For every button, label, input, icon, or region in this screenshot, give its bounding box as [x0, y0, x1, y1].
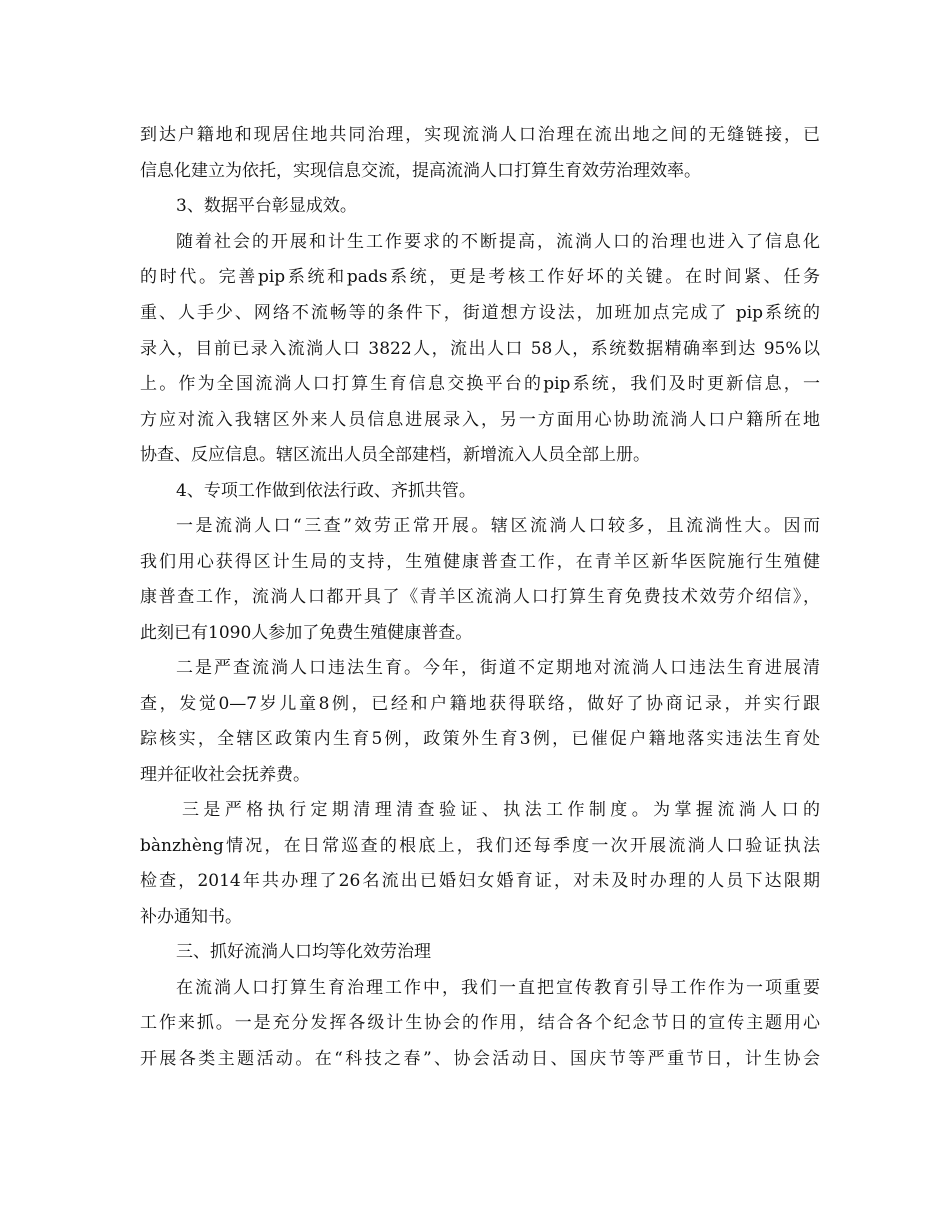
text-line: 此刻已有1090人参加了免费生殖健康普查。	[140, 623, 473, 643]
paragraph-first-line: 随着社会的开展和计生工作要求的不断提高，流淌人口的治理也进入了信息化	[176, 232, 820, 252]
section-heading: 三、抓好流淌人口均等化效劳治理	[176, 942, 431, 962]
text-line: 踪核实，全辖区政策内生育5例，政策外生育3例，已催促户籍地落实违法生育处	[140, 729, 820, 749]
paragraph-first-line: 三是严格执行定期清理清查验证、执法工作制度。为掌握流淌人口的	[182, 800, 820, 820]
text-line: 工作来抓。一是充分发挥各级计生协会的作用，结合各个纪念节日的宣传主题用心	[140, 1013, 820, 1033]
text-line: 理并征收社会抚养费。	[140, 765, 310, 785]
paragraph-first-line: 一是流淌人口“三查”效劳正常开展。辖区流淌人口较多，且流淌性大。因而	[176, 516, 820, 536]
text-line: 重、人手少、网络不流畅等的条件下，街道想方设法，加班加点完成了 pip系统的	[140, 303, 820, 323]
text-line: 开展各类主题活动。在“科技之春”、协会活动日、国庆节等严重节日，计生协会	[140, 1049, 820, 1069]
text-line: 康普查工作，流淌人口都开具了《青羊区流淌人口打算生育免费技术效劳介绍信》，	[140, 587, 820, 607]
paragraph-first-line: 在流淌人口打算生育治理工作中，我们一直把宣传教育引导工作作为一项重要	[176, 978, 820, 998]
text-line: 上。作为全国流淌人口打算生育信息交换平台的pip系统，我们及时更新信息，一	[140, 374, 820, 394]
text-line: 方应对流入我辖区外来人员信息进展录入，另一方面用心协助流淌人口户籍所在地	[140, 410, 820, 430]
section-heading: 4、专项工作做到依法行政、齐抓共管。	[176, 481, 476, 501]
text-line: 协查、反应信息。辖区流出人员全部建档，新增流入人员全部上册。	[140, 445, 650, 465]
text-line: 我们用心获得区计生局的支持，生殖健康普查工作，在青羊区新华医院施行生殖健	[140, 552, 820, 572]
text-line: 到达户籍地和现居住地共同治理，实现流淌人口治理在流出地之间的无缝链接，已	[140, 125, 820, 145]
text-line: bànzhèng情况，在日常巡查的根底上，我们还每季度一次开展流淌人口验证执法	[140, 836, 820, 856]
text-line: 查，发觉0—7岁儿童8例，已经和户籍地获得联络，做好了协商记录，并实行跟	[140, 694, 820, 714]
text-line: 录入，目前已录入流淌人口 3822人，流出人口 58人，系统数据精确率到达 95%以	[140, 339, 820, 359]
text-line: 信息化建立为依托，实现信息交流，提高流淌人口打算生育效劳治理效率。	[140, 161, 701, 181]
paragraph-first-line: 二是严查流淌人口违法生育。今年，街道不定期地对流淌人口违法生育进展清	[176, 658, 820, 678]
text-line: 补办通知书。	[140, 907, 242, 927]
text-line: 检查，2014年共办理了26名流出已婚妇女婚育证，对未及时办理的人员下达限期	[140, 871, 820, 891]
text-line: 的时代。完善pip系统和pads系统，更是考核工作好坏的关键。在时间紧、任务	[140, 267, 820, 287]
section-heading: 3、数据平台彰显成效。	[176, 196, 357, 216]
